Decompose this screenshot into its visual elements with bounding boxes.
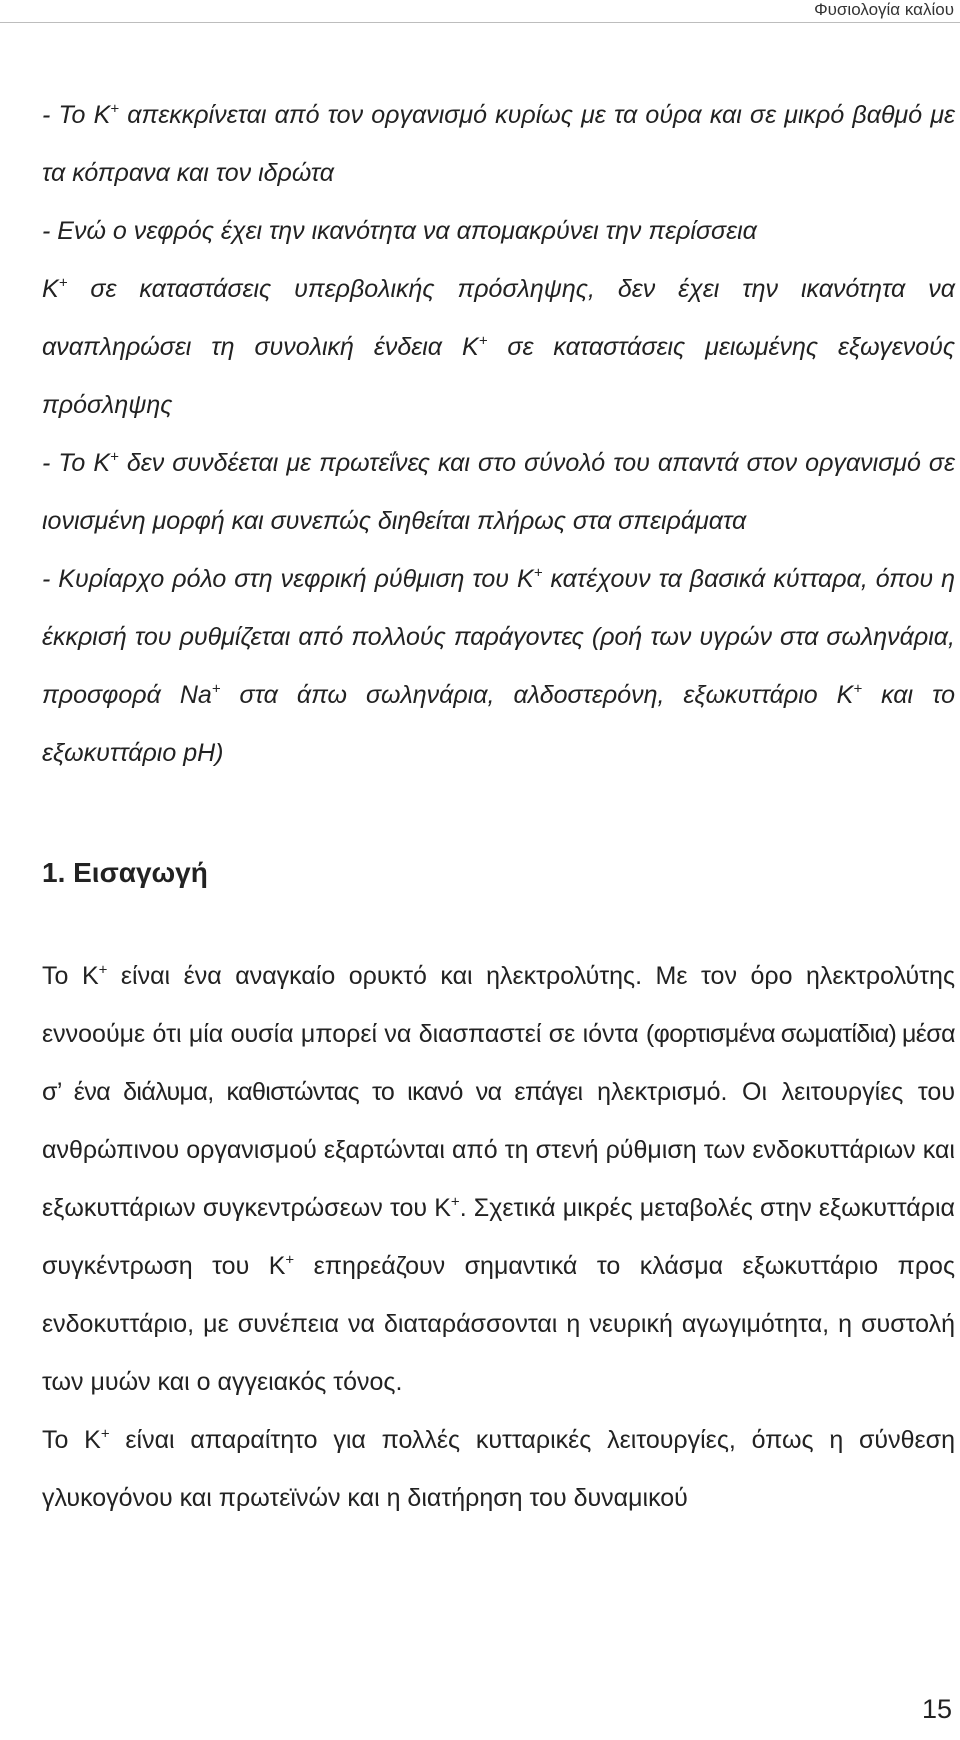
body-paragraph: Το K+ είναι ένα αναγκαίο ορυκτό και ηλεκτρολύτης. Με τον όρο ηλεκτρολύτης εννοούμε ότι μία ουσία μπορεί να διασπαστεί σε ιόντα (φορτισμένα σωματίδια) μέσα σ’ ένα διάλυμα, καθιστώντας το ικανό να επάγει ηλεκτρισμό. Οι λειτουργίες του ανθρώπινου οργανισμού εξαρτώνται από τη στενή ρύθμιση των ενδοκυττάριων και εξωκυττάριων συγκεντρώσεων του K+. Σχετικά μικρές μεταβολές στην εξωκυττάρια συγκέντρωση του K+ επηρεάζουν σημαντικά το κλάσμα εξωκυττάριο προς ενδοκυττάριο, με συνέπεια να διαταράσσονται η νευρική αγωγιμότητα, η συστολή των μυών και ο αγγειακός τόνος.: [42, 961, 955, 1396]
section-heading: 1. Εισαγωγή: [42, 857, 208, 888]
page-number: 15: [921, 1694, 952, 1724]
list-item: - Κυρίαρχο ρόλο στη νεφρική ρύθμιση του K+ κατέχουν τα βασικά κύτταρα, όπου η έκκρισή του ρυθμίζεται από πολλούς παράγοντες (ροή των υγρών στα σωληνάρια, προσφορά Na+ στα άπω σωληνάρια, αλδοστερόνη, εξωκυττάριο K+ και το εξωκυττάριο pH): [42, 564, 955, 767]
list-item: - Το K+ απεκκρίνεται από τον οργανισμό κυρίως με τα ούρα και σε μικρό βαθμό με τα κόπρανα και τον ιδρώτα: [42, 100, 956, 187]
header-divider: [0, 22, 960, 23]
list-item: - Ενώ ο νεφρός έχει την ικανότητα να απομακρύνει την περίσσεια K+ σε καταστάσεις υπερβολικής πρόσληψης, δεν έχει την ικανότητα να αναπληρώσει τη συνολική ένδεια K+ σε καταστάσεις μειωμένης εξωγενούς πρόσληψης: [42, 217, 955, 419]
list-item: - Το K+ δεν συνδέεται με πρωτεΐνες και στο σύνολό του απαντά στον οργανισμό σε ιονισμένη μορφή και συνεπώς διηθείται πλήρως στα σπειράματα: [42, 448, 955, 535]
body-paragraph: Το K+ είναι απαραίτητο για πολλές κυτταρικές λειτουργίες, όπως η σύνθεση γλυκογόνου και πρωτεϊνών και η διατήρηση του δυναμικού: [42, 1425, 955, 1512]
running-header: Φυσιολογία καλίου: [814, 0, 954, 19]
page-content: [4, 86, 955, 1527]
